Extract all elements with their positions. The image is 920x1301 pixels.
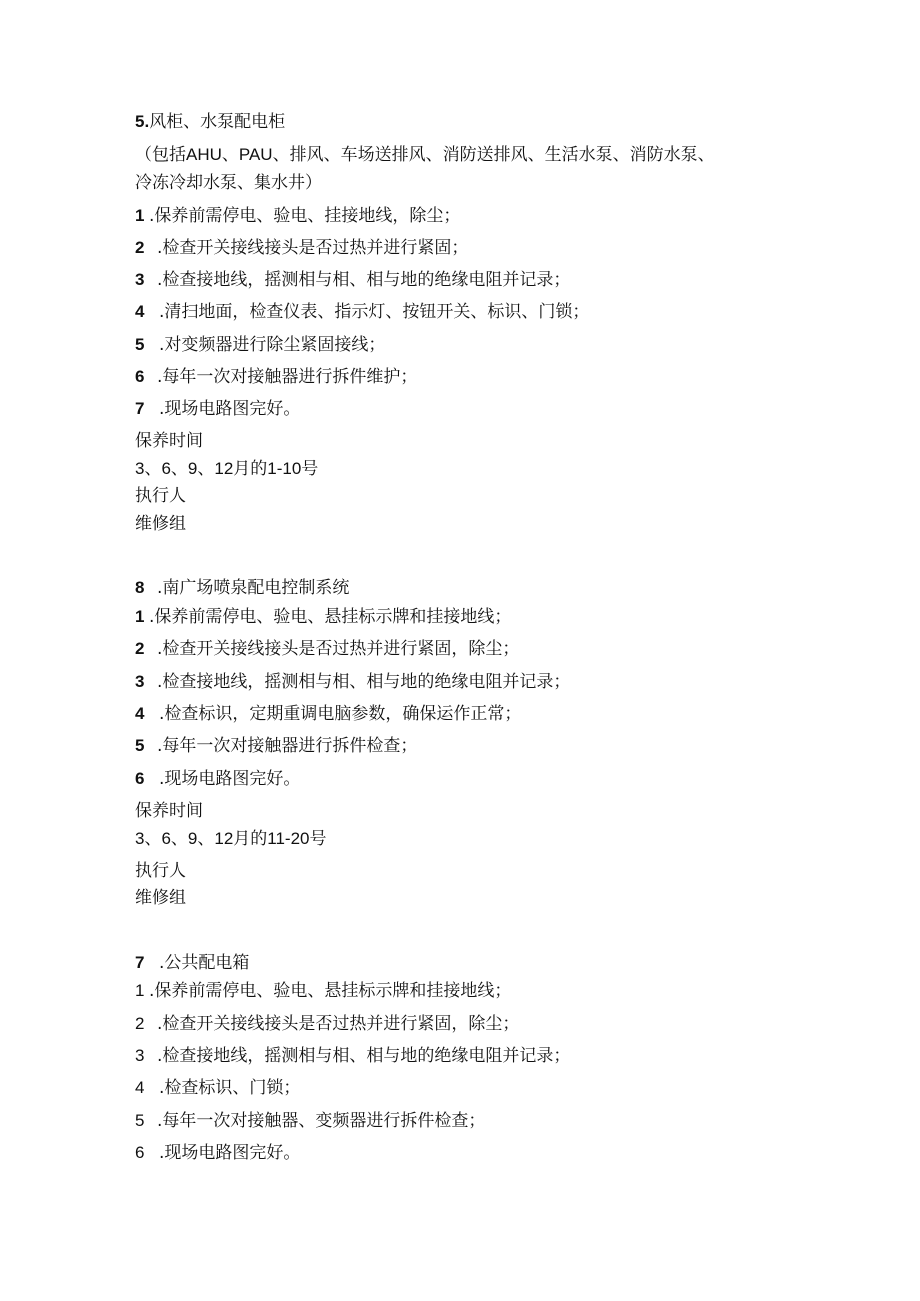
item-number: 5 xyxy=(135,1111,145,1130)
list-item xyxy=(135,768,300,790)
item-text: .检查接地线，摇测相与相、相与地的绝缘电阻并记录； xyxy=(157,672,571,692)
list-item xyxy=(135,237,468,259)
item-number: 6 xyxy=(135,769,145,788)
section-3-number: 7 xyxy=(135,953,145,972)
section-1-scope-line-2: 冷冻冷却水泵、集水井） xyxy=(135,173,322,192)
list-item xyxy=(135,1013,519,1035)
item-number: 3 xyxy=(135,672,145,691)
item-text: .检查接地线，摇测相与相、相与地的绝缘电阻并记录； xyxy=(157,1046,571,1066)
item-text: .每年一次对接触器、变频器进行拆件检查； xyxy=(157,1111,486,1131)
list-item xyxy=(135,638,519,660)
executor-value: 维修组 xyxy=(135,514,186,534)
item-text: .现场电路图完好。 xyxy=(159,769,301,789)
executor-value: 维修组 xyxy=(135,888,186,908)
item-number: 2 xyxy=(135,238,145,257)
item-number: 4 xyxy=(135,302,145,321)
list-item xyxy=(135,735,417,757)
item-text: .现场电路图完好。 xyxy=(159,399,301,419)
section-2-title: .南广场喷泉配电控制系统 xyxy=(157,578,350,598)
list-item xyxy=(135,334,385,356)
item-text: .每年一次对接触器进行拆件维护； xyxy=(157,367,418,387)
item-number: 3 xyxy=(135,1046,145,1065)
item-number: 5 xyxy=(135,335,145,354)
item-number: 1 xyxy=(135,607,145,626)
list-item xyxy=(135,1045,570,1067)
item-text: .现场电路图完好。 xyxy=(159,1143,301,1163)
item-number: 3 xyxy=(135,270,145,289)
list-item xyxy=(135,1110,485,1132)
section-2-heading xyxy=(135,577,349,599)
item-text: .保养前需停电、验电、悬挂标示牌和挂接地线； xyxy=(149,607,512,627)
item-text: .检查标识，定期重调电脑参数，确保运作正常； xyxy=(159,704,522,724)
item-text: .保养前需停电、验电、悬挂标示牌和挂接地线； xyxy=(149,981,512,1001)
list-item xyxy=(135,398,300,420)
section-1-title: 风柜、水泵配电柜 xyxy=(149,112,286,132)
item-number: 6 xyxy=(135,1143,145,1162)
maintenance-time-value: 3、6、9、12月的11-20号 xyxy=(135,829,327,848)
item-number: 5 xyxy=(135,736,145,755)
item-text: .检查接地线，摇测相与相、相与地的绝缘电阻并记录； xyxy=(157,270,571,290)
section-1-scope-line-1: （包括AHU、PAU、排风、车场送排风、消防送排风、生活水泵、消防水泵、 xyxy=(135,145,715,164)
list-item xyxy=(135,703,521,725)
executor-label: 执行人 xyxy=(135,861,186,881)
item-number: 4 xyxy=(135,1078,145,1097)
maintenance-time-label: 保养时间 xyxy=(135,431,203,451)
section-2-number: 8 xyxy=(135,578,145,597)
executor-label: 执行人 xyxy=(135,486,186,506)
list-item xyxy=(135,366,417,388)
item-number: 1 xyxy=(135,206,145,225)
list-item xyxy=(135,205,460,227)
item-text: .检查标识、门锁； xyxy=(159,1078,301,1098)
item-text: .保养前需停电、验电、挂接地线，除尘； xyxy=(149,206,461,226)
section-3-title: .公共配电箱 xyxy=(159,953,250,973)
section-3-heading xyxy=(135,952,249,974)
item-text: .清扫地面，检查仪表、指示灯、按钮开关、标识、门锁； xyxy=(159,302,590,322)
item-number: 7 xyxy=(135,399,145,418)
item-number: 4 xyxy=(135,704,145,723)
list-item xyxy=(135,1142,300,1164)
list-item xyxy=(135,980,511,1002)
item-text: .每年一次对接触器进行拆件检查； xyxy=(157,736,418,756)
list-item xyxy=(135,671,570,693)
maintenance-time-label: 保养时间 xyxy=(135,801,203,821)
maintenance-time-value: 3、6、9、12月的1-10号 xyxy=(135,459,319,478)
item-number: 2 xyxy=(135,1014,145,1033)
item-text: .检查开关接线接头是否过热并进行紧固，除尘； xyxy=(157,639,520,659)
list-item xyxy=(135,269,570,291)
list-item xyxy=(135,301,589,323)
item-text: .检查开关接线接头是否过热并进行紧固； xyxy=(157,238,469,258)
item-number: 2 xyxy=(135,639,145,658)
item-text: .检查开关接线接头是否过热并进行紧固，除尘； xyxy=(157,1014,520,1034)
section-1-heading xyxy=(135,111,285,133)
list-item xyxy=(135,606,511,628)
item-text: .对变频器进行除尘紧固接线； xyxy=(159,335,386,355)
section-1-number: 5. xyxy=(135,112,150,131)
list-item xyxy=(135,1077,300,1099)
item-number: 1 xyxy=(135,981,145,1000)
item-number: 6 xyxy=(135,367,145,386)
